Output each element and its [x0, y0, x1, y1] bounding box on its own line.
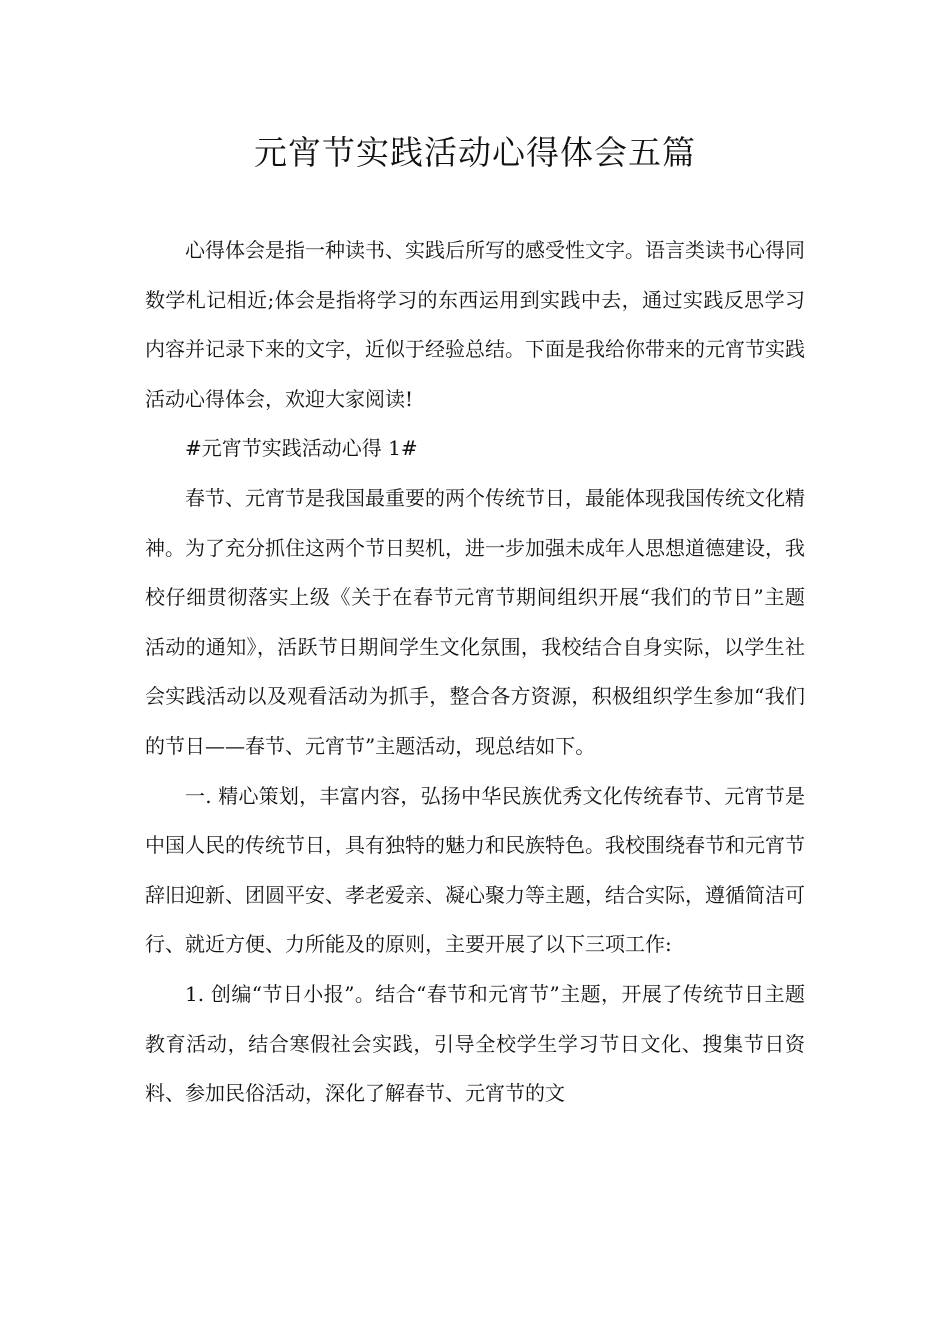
body-paragraph: 1. 创编“节日小报”。结合“春节和元宵节”主题，开展了传统节日主题教育活动，结合寒假社会实践，引导全校学生学习节日文化、搜集节日资料、参加民俗活动，深化了解春节、元宵节的文	[145, 981, 805, 1106]
document-title: 元宵节实践活动心得体会五篇	[254, 133, 696, 172]
intro-paragraph: 心得体会是指一种读书、实践后所写的感受性文字。语言类读书心得同数学札记相近;体会是指将学习的东西运用到实践中去，通过实践反思学习内容并记录下来的文字，近似于经验总结。下面是我给你带来的元宵节实践活动心得体会，欢迎大家阅读!	[145, 238, 805, 411]
body-paragraph: 春节、元宵节是我国最重要的两个传统节日，最能体现我国传统文化精神。为了充分抓住这两个节日契机，进一步加强未成年人思想道德建设，我校仔细贯彻落实上级《关于在春节元宵节期间组织开展“我们的节日”主题活动的通知》，活跃节日期间学生文化氛围，我校结合自身实际，以学生社会实践活动以及观看活动为抓手，整合各方资源，积极组织学生参加“我们的节日——春节、元宵节”主题活动，现总结如下。	[145, 485, 805, 758]
body-paragraph: 一. 精心策划，丰富内容，弘扬中华民族优秀文化传统春节、元宵节是中国人民的传统节日，具有独特的魅力和民族特色。我校围绕春节和元宵节辞旧迎新、团圆平安、孝老爱亲、凝心聚力等主题，结合实际，遵循简洁可行、就近方便、力所能及的原则，主要开展了以下三项工作:	[145, 783, 805, 957]
section-heading: #元宵节实践活动心得 1#	[185, 436, 418, 461]
document-body	[145, 226, 805, 1119]
